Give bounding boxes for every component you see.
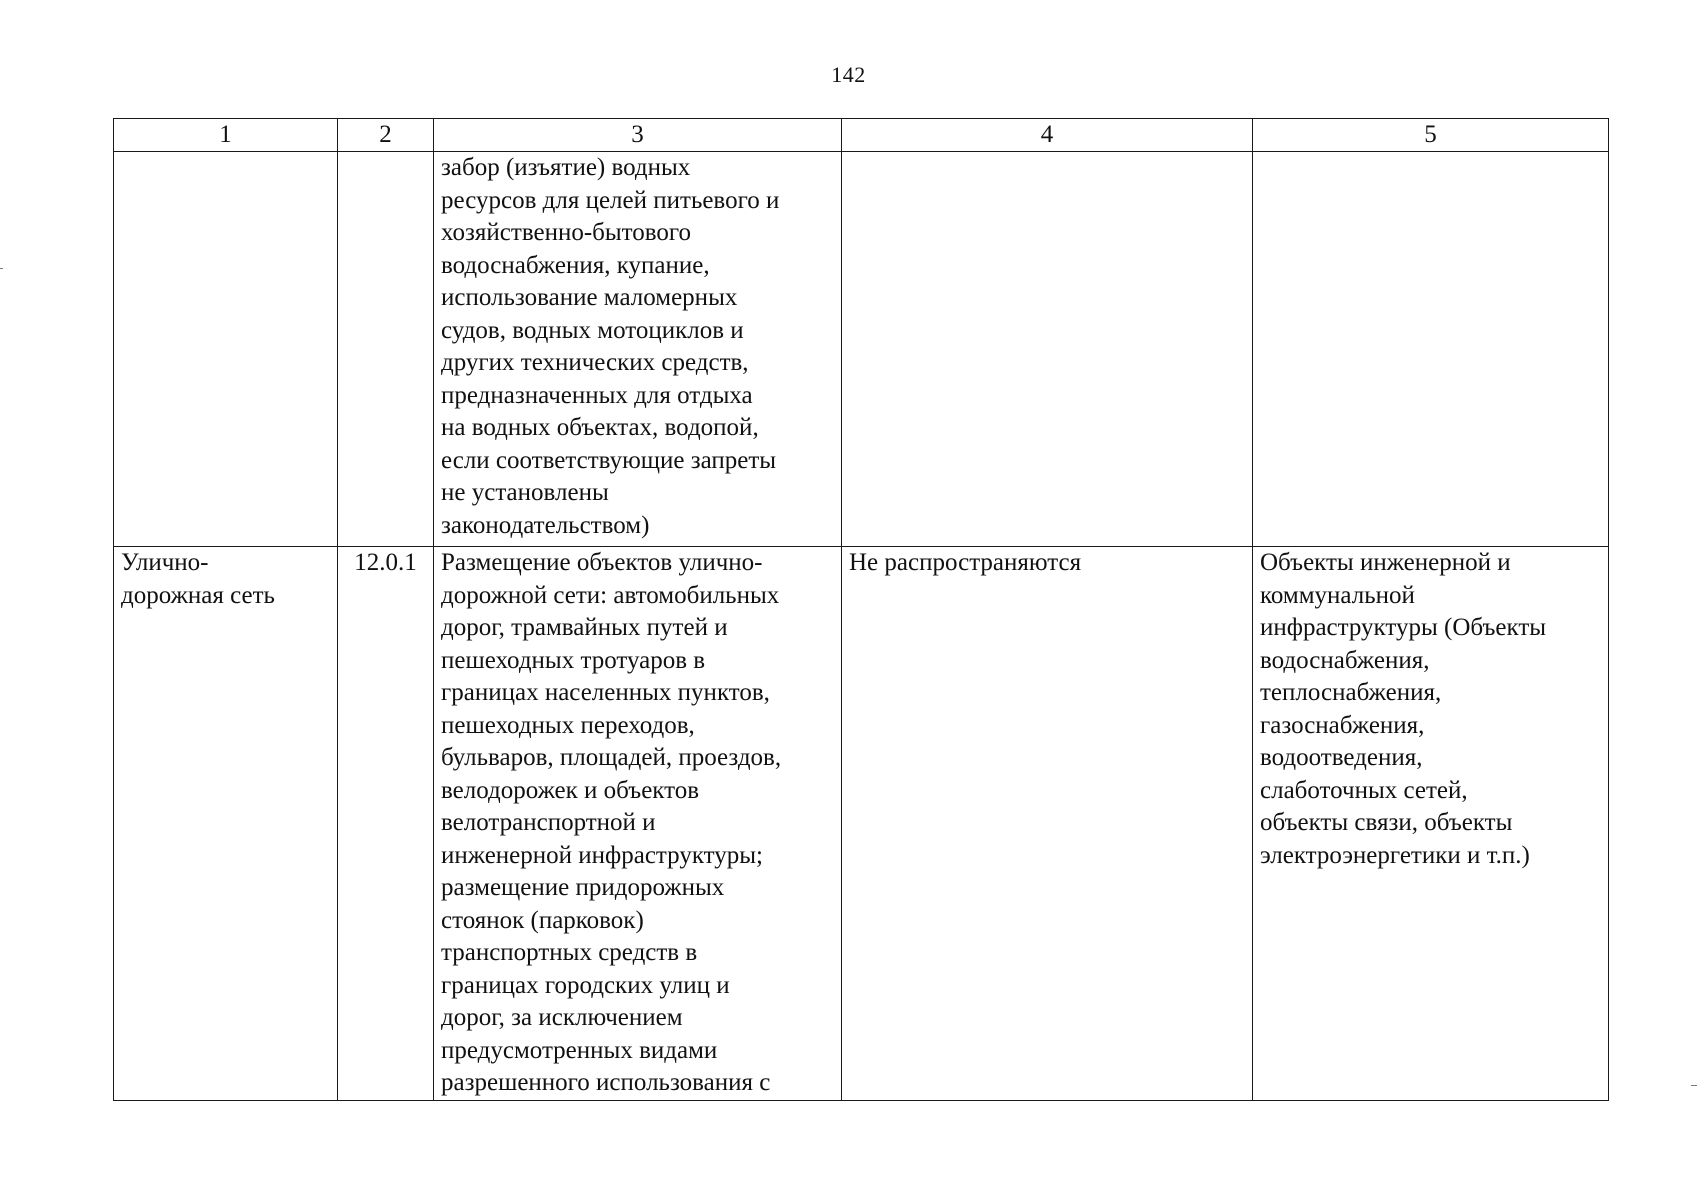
header-col-1: 1 — [114, 119, 338, 152]
regulation-table — [113, 118, 1609, 1101]
header-col-5: 5 — [1253, 119, 1609, 152]
cell-description: забор (изъятие) водных ресурсов для целей питьевого и хозяйственно-бытового водоснабжения, купание, использование маломерных судов, водных мотоциклов и других технических средств, предназначенных для отдыха на водных объектах, водопой, если соответствующие запреты не установлены законодательством) — [434, 152, 842, 547]
cell-auxiliary-uses: Объекты инженерной и коммунальной инфраструктуры (Объекты водоснабжения, теплоснабжения, газоснабжения, водоотведения, слаботочных сетей, объекты связи, объекты электроэнергетики и т.п.) — [1253, 547, 1609, 1101]
table-row-street-network — [114, 547, 1609, 1101]
table-row-continued — [114, 152, 1609, 547]
header-col-2: 2 — [338, 119, 434, 152]
cell-auxiliary-uses — [1253, 152, 1609, 547]
table-body — [114, 152, 1609, 1101]
header-col-4: 4 — [842, 119, 1253, 152]
cell-parameters — [842, 152, 1253, 547]
cell-description: Размещение объектов улично- дорожной сети: автомобильных дорог, трамвайных путей и пешеходных тротуаров в границах населенных пунктов, пешеходных переходов, бульваров, площадей, проездов, велодорожек и объектов велотранспортной и инженерной инфраструктуры; размещение придорожных стоянок (парковок) транспортных средств в границах городских улиц и дорог, за исключением предусмотренных видами разрешенного использования с — [434, 547, 842, 1101]
cell-code: 12.0.1 — [338, 547, 434, 1101]
cell-code — [338, 152, 434, 547]
table-header — [114, 119, 1609, 152]
cell-use-type — [114, 152, 338, 547]
header-col-3: 3 — [434, 119, 842, 152]
scan-margin-mark-left — [0, 268, 3, 269]
cell-parameters: Не распространяются — [842, 547, 1253, 1101]
page-number: 142 — [831, 62, 866, 87]
cell-use-type: Улично- дорожная сеть — [114, 547, 338, 1101]
scan-margin-mark-right — [1691, 1085, 1697, 1086]
header-row — [114, 119, 1609, 152]
